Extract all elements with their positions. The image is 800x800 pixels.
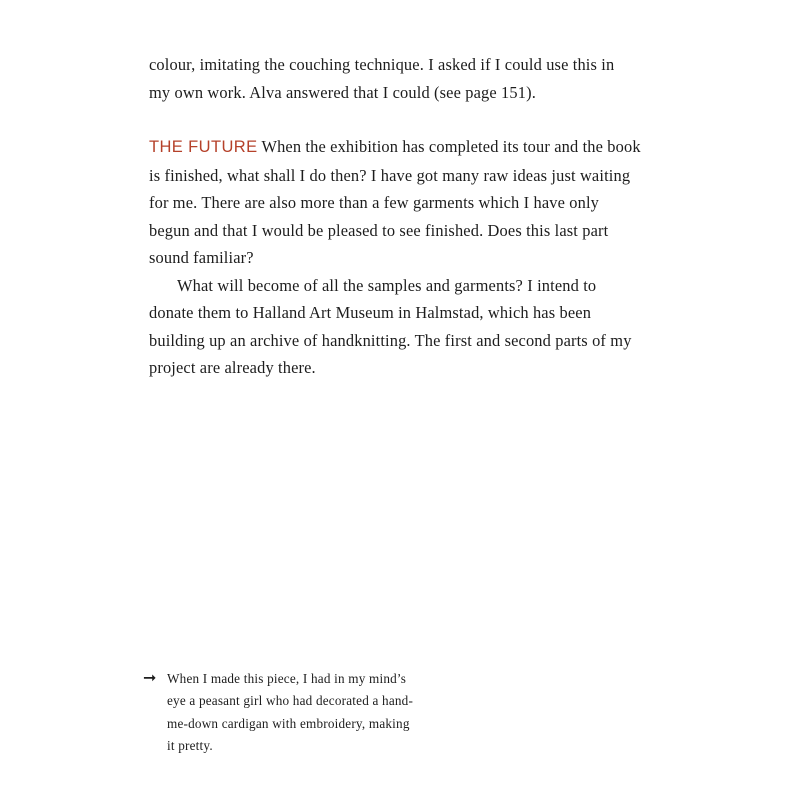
text-line	[149, 133, 701, 162]
caption-line: eye a peasant girl who had decorated a hand-	[167, 693, 414, 709]
text-line: begun and that I would be pleased to see finished. Does this last part	[149, 220, 609, 240]
caption-line: me-down cardigan with embroidery, making	[167, 715, 410, 731]
text-line: my own work. Alva answered that I could (see page 151).	[149, 82, 536, 102]
text-line: sound familiar?	[149, 248, 254, 267]
arrow-right-icon: ➞	[143, 668, 157, 687]
text-line: donate them to Halland Art Museum in Halmstad, which has been	[149, 303, 592, 322]
heading-run-in-text: When the exhibition has completed its tour and the book	[257, 137, 641, 156]
text-line: colour, imitating the couching technique. I asked if I could use this in	[149, 55, 615, 74]
section-heading: THE FUTURE	[149, 138, 258, 156]
paragraph-couching	[149, 51, 701, 106]
image-caption	[143, 668, 483, 757]
text-line: project are already there.	[149, 358, 316, 377]
text-line: building up an archive of handknitting. The first and second parts of my	[149, 330, 632, 350]
text-line: for me. There are also more than a few garments which I have only	[149, 193, 599, 212]
text-line: What will become of all the samples and garments? I intend to	[177, 275, 597, 295]
caption-line: When I made this piece, I had in my mind’s	[167, 671, 407, 686]
caption-line: it pretty.	[167, 737, 213, 753]
section-the-future	[149, 133, 701, 382]
text-line: is finished, what shall I do then? I have got many raw ideas just waiting	[149, 165, 631, 185]
